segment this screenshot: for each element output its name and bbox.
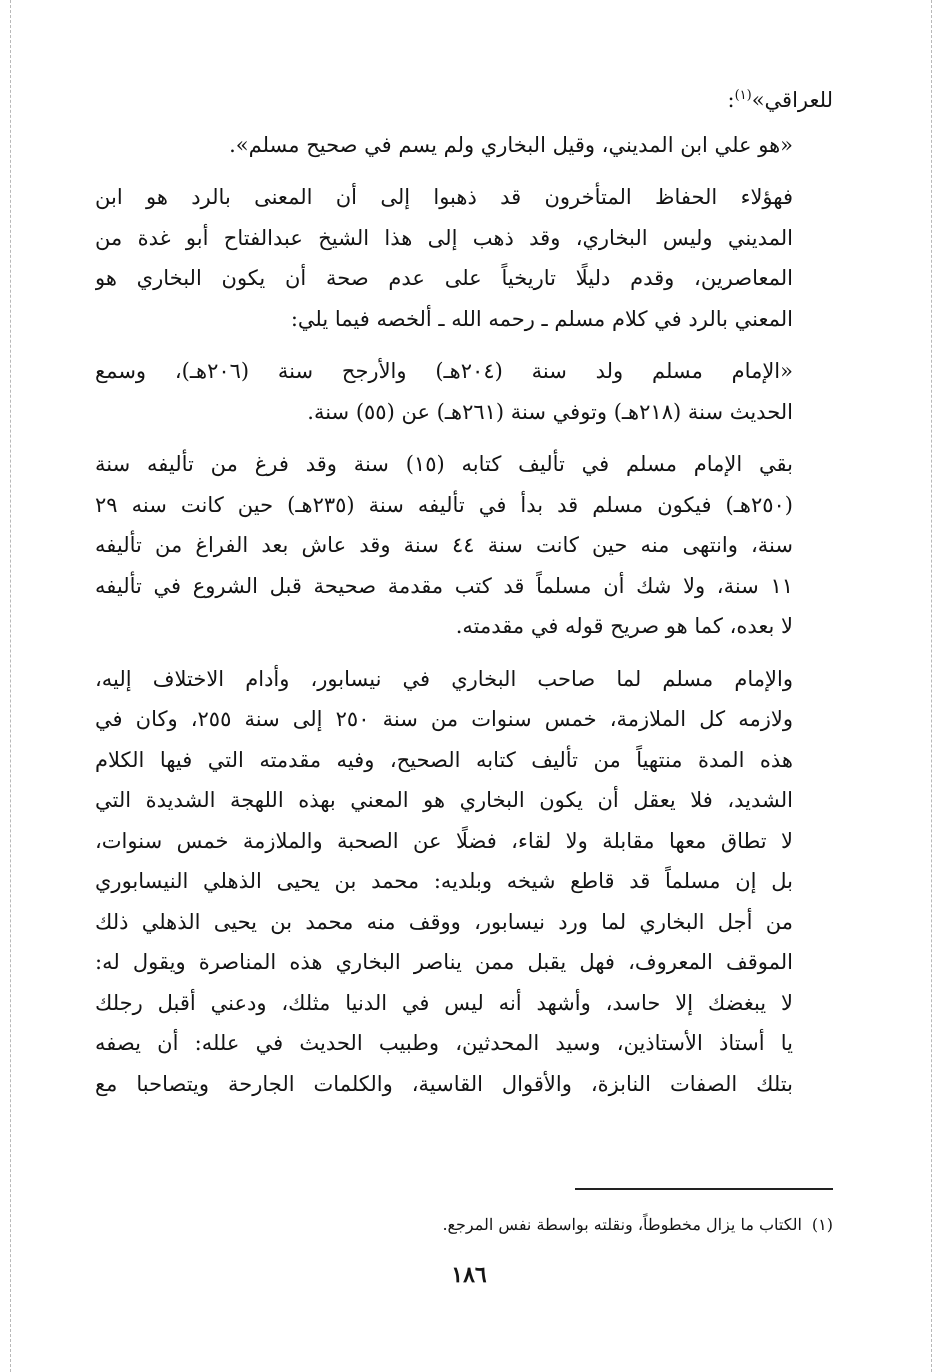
paragraph-line: من أجل البخاري لما ورد نيسابور، ووقف منه محمد بن يحيى الذهلي ذلك [95,909,793,934]
page-number: ١٨٦ [451,1262,487,1288]
paragraph-line: بتلك الصفات النابزة، والأقوال القاسية، والكلمات الجارحة ويتصاحبا مع [95,1071,793,1096]
intro-line [95,80,833,121]
footnote [233,1212,833,1238]
paragraph-4 [95,659,833,1105]
paragraph-2 [95,351,833,432]
paragraph-1 [95,177,833,339]
paragraph-line: الشديد، فلا يعقل أن يكون البخاري هو المعني بهذه اللهجة الشديدة التي [95,788,793,812]
paragraph-line: (٢٥٠هـ) فيكون مسلم قد بدأ في تأليفه سنة (٢٣٥هـ) حين كانت سنه ٢٩ [95,492,793,517]
intro-colon: : [727,88,735,112]
paragraph-line: يا أستاذ الأستاذين، وسيد المحدثين، وطبيب الحديث في علله: أن يصفه [95,1031,793,1055]
paragraph-line: «الإمام مسلم ولد سنة (٢٠٤هـ) والأرجح سنة (٢٠٦هـ)، وسمع [95,359,793,383]
footnote-marker[interactable]: (١) [734,88,752,103]
intro-text: للعراقي» [751,88,833,112]
quote-paragraph [95,125,833,166]
paragraph-line: لا تطاق معها مقابلة ولا لقاء، فضلًا عن الصحبة والملازمة خمس سنوات، [95,828,793,853]
paragraph-line: والإمام مسلم لما صاحب البخاري في نيسابور، وأدام الاختلاف إليه، [95,666,793,691]
paragraph-line: المعني بالرد في كلام مسلم ـ رحمه الله ـ ألخصه فيما يلي: [290,306,793,331]
page-body [95,80,833,1116]
paragraph-line: المديني وليس البخاري، وقد ذهب إلى هذا الشيخ عبدالفتاح أبو غدة من [95,225,793,250]
paragraph-line: هذه المدة منتهياً من تأليف كتابه الصحيح، وفيه مقدمته التي فيها الكلام [95,747,794,772]
scan-border-left [10,0,11,1372]
paragraph-line: الحديث سنة (٢١٨هـ) وتوفي سنة (٢٦١هـ) عن (٥٥) سنة. [307,399,793,424]
paragraph-3 [95,444,833,647]
paragraph-line: لا يبغضك إلا حاسد، وأشهد أنه ليس في الدنيا مثلك، ودعني أقبل رجلك [95,990,793,1015]
paragraph-line: فهؤلاء الحفاظ المتأخرون قد ذهبوا إلى أن المعنى بالرد هو ابن [95,185,793,209]
paragraph-line: لا بعده، كما هو صريح قوله في مقدمته. [455,614,793,638]
footnote-number: (١) [811,1215,833,1234]
paragraph-line: الموقف المعروف، فهل يقبل ممن يناصر البخاري هذه المناصرة ويقول له: [95,950,793,974]
paragraph-line: بقي الإمام مسلم في تأليف كتابه (١٥) سنة وقد فرغ من تأليفه سنة [95,452,793,476]
scan-border-right [931,0,932,1372]
paragraph-line: بل إن مسلماً قد قاطع شيخه وبلديه: محمد بن يحيى الذهلي النيسابوري [95,869,793,893]
intro-line-text [95,80,833,121]
paragraph-line: ١١ سنة، ولا شك أن مسلماً قد كتب مقدمة صحيحة قبل الشروع في تأليفه [95,573,793,598]
footnote-text: الكتاب ما يزال مخطوطاً، ونقلته بواسطة نفس المرجع. [442,1215,802,1234]
quote-line: «هو علي ابن المديني، وقيل البخاري ولم يسم في صحيح مسلم». [229,132,793,157]
paragraph-line: المعاصرين، وقدم دليلًا تاريخياً على عدم صحة أن يكون البخاري هو [95,266,793,290]
paragraph-line: ولازمه كل الملازمة، خمس سنوات من سنة ٢٥٠ إلى سنة ٢٥٥، وكان في [95,707,793,731]
footnote-divider [575,1188,833,1190]
paragraph-line: سنة، وانتهى منه حين كانت سنة ٤٤ سنة وقد عاش بعد الفراغ من تأليفه [95,533,793,557]
